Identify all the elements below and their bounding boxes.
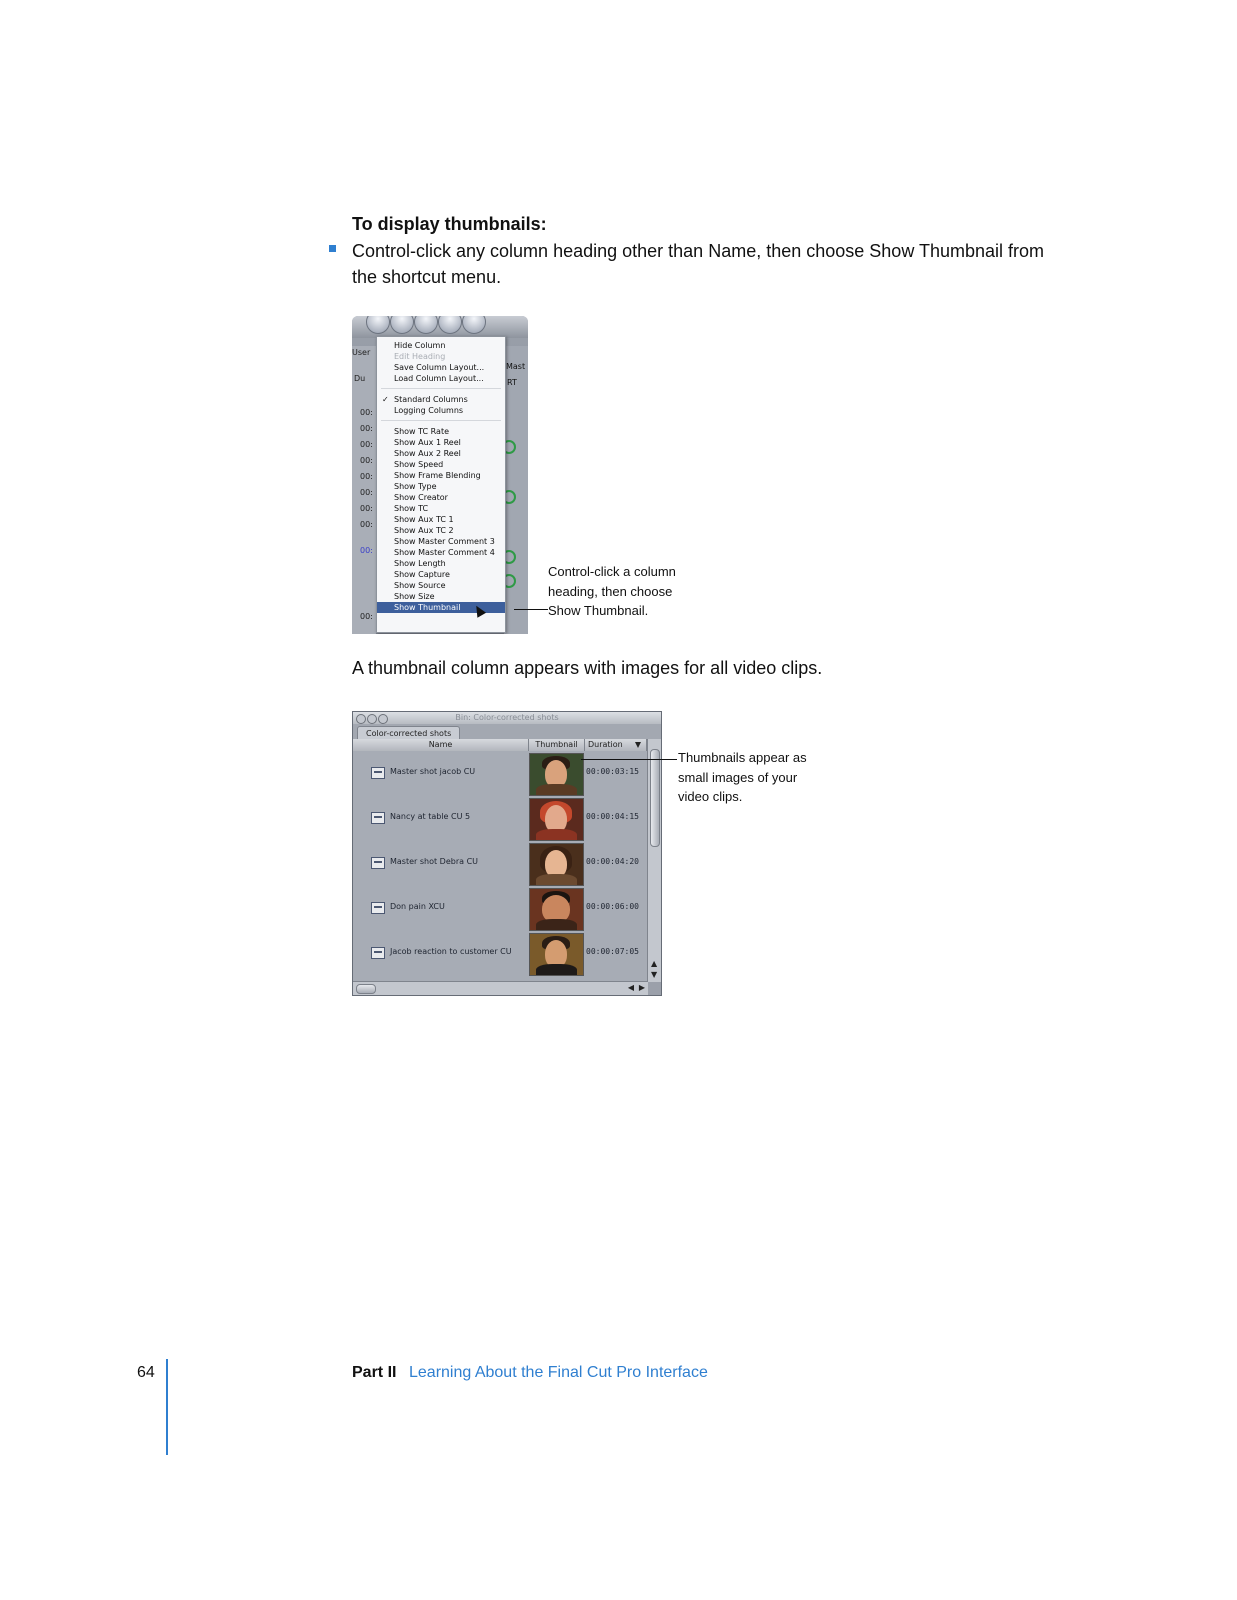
- timecode-fragment: 00:: [360, 408, 373, 417]
- menu-item-hide-column[interactable]: Hide Column: [394, 341, 446, 350]
- timecode-fragment: 00:: [360, 456, 373, 465]
- vertical-scrollbar[interactable]: [647, 739, 661, 982]
- section-heading: To display thumbnails:: [352, 214, 547, 234]
- menu-item[interactable]: Show Aux 2 Reel: [394, 449, 461, 458]
- clip-duration: 00:00:04:15: [586, 812, 639, 821]
- menu-item[interactable]: Show TC Rate: [394, 427, 450, 436]
- table-row[interactable]: [353, 886, 647, 931]
- well-knob-icon: [414, 316, 438, 334]
- thumbnail-image: [529, 933, 584, 976]
- result-paragraph: A thumbnail column appears with images for all video clips.: [352, 658, 823, 678]
- menu-item[interactable]: Show Type: [394, 482, 437, 491]
- clip-icon: [371, 947, 385, 959]
- table-row[interactable]: [353, 841, 647, 886]
- window-title: Bin: Color-corrected shots: [455, 713, 559, 722]
- scroll-down-arrow-icon[interactable]: ▼: [651, 970, 658, 979]
- scroll-right-arrow-icon[interactable]: ▶: [638, 983, 645, 992]
- timecode-fragment: 00:: [360, 612, 373, 621]
- column-label: Mast: [506, 362, 526, 371]
- menu-separator: [381, 388, 501, 389]
- menu-item-edit-heading: Edit Heading: [394, 352, 446, 361]
- menu-item[interactable]: Show Aux TC 2: [394, 526, 454, 535]
- well-knob-icon: [462, 316, 486, 334]
- timecode-fragment: 00:: [360, 546, 373, 555]
- column-shortcut-menu: [376, 336, 506, 633]
- menu-item-show-thumbnail[interactable]: Show Thumbnail: [394, 603, 461, 612]
- clip-icon: [371, 857, 385, 869]
- clip-duration: 00:00:04:20: [586, 857, 639, 866]
- menu-item[interactable]: Show Length: [394, 559, 446, 568]
- horizontal-scrollbar[interactable]: [353, 981, 648, 995]
- clip-duration: 00:00:03:15: [586, 767, 639, 776]
- control-wells: [352, 316, 528, 338]
- clip-name: Don pain XCU: [390, 902, 445, 911]
- thumbnail-image: [529, 843, 584, 886]
- menu-item[interactable]: Show Creator: [394, 493, 448, 502]
- scroll-thumb[interactable]: [356, 984, 376, 994]
- tab-row: [353, 724, 661, 739]
- menu-item[interactable]: Show Source: [394, 581, 446, 590]
- callout-show-thumbnail: [548, 562, 676, 621]
- browser-left-column: [352, 346, 376, 634]
- scroll-up-arrow-icon[interactable]: ▲: [651, 959, 658, 968]
- clip-duration: 00:00:07:05: [586, 947, 639, 956]
- menu-item[interactable]: Show TC: [394, 504, 429, 513]
- menu-item[interactable]: Show Speed: [394, 460, 444, 469]
- menu-item-standard-columns[interactable]: Standard Columns: [394, 395, 468, 404]
- menu-item[interactable]: Show Capture: [394, 570, 450, 579]
- menu-item[interactable]: Show Master Comment 4: [394, 548, 495, 557]
- shortcut-menu-screenshot: [352, 316, 528, 634]
- sort-arrow-icon: [635, 742, 641, 748]
- clip-name: Master shot jacob CU: [390, 767, 476, 776]
- bullet-instruction: Control-click any column heading other than Name, then choose Show Thumbnail from the shortcut menu.: [352, 241, 1045, 287]
- well-knob-icon: [438, 316, 462, 334]
- clip-icon: [371, 767, 385, 779]
- clip-name: Master shot Debra CU: [390, 857, 479, 866]
- column-label: RT: [507, 378, 517, 387]
- clip-name: Nancy at table CU 5: [390, 812, 471, 821]
- scroll-left-arrow-icon[interactable]: ◀: [627, 983, 634, 992]
- callout-line: small images of your: [678, 769, 798, 785]
- check-icon: ✓: [382, 395, 389, 404]
- menu-item-save-column-layout[interactable]: Save Column Layout...: [394, 363, 485, 372]
- timecode-fragment: 00:: [360, 472, 373, 481]
- callout-line: Thumbnails appear as: [678, 750, 807, 765]
- clip-icon: [371, 812, 385, 824]
- clip-duration: 00:00:06:00: [586, 902, 639, 911]
- clip-icon: [371, 902, 385, 914]
- tab-color-corrected-shots[interactable]: Color-corrected shots: [357, 726, 460, 740]
- well-knob-icon: [366, 316, 390, 334]
- callout-line: heading, then choose: [548, 583, 673, 599]
- tab-label: User: [352, 348, 371, 357]
- clip-name: Jacob reaction to customer CU: [390, 947, 512, 956]
- bin-window-screenshot: [352, 711, 662, 996]
- thumbnail-image: [529, 798, 584, 841]
- callout-thumbnails: [678, 748, 807, 807]
- menu-item[interactable]: Show Frame Blending: [394, 471, 481, 480]
- column-label: Du: [354, 374, 366, 383]
- menu-item[interactable]: Show Master Comment 3: [394, 537, 495, 546]
- timecode-fragment: 00:: [360, 504, 373, 513]
- callout-line: Show Thumbnail.: [548, 603, 649, 618]
- table-row[interactable]: [353, 796, 647, 841]
- part-label: Part II: [352, 1364, 397, 1381]
- chapter-title: Learning About the Final Cut Pro Interface: [409, 1364, 708, 1381]
- window-titlebar: [353, 712, 661, 724]
- page-number: 64: [137, 1364, 155, 1381]
- menu-item-logging-columns[interactable]: Logging Columns: [394, 406, 464, 415]
- thumbnail-image: [529, 753, 584, 796]
- menu-item[interactable]: Show Size: [394, 592, 435, 601]
- bullet-square-icon: [329, 245, 336, 252]
- timecode-fragment: 00:: [360, 440, 373, 449]
- column-header-duration[interactable]: [585, 739, 647, 751]
- duration-header-label: Duration: [588, 740, 623, 749]
- clip-list: [353, 751, 647, 983]
- callout-leader-line: [514, 609, 548, 610]
- menu-item[interactable]: Show Aux TC 1: [394, 515, 454, 524]
- timecode-fragment: 00:: [360, 488, 373, 497]
- margin-rule: [166, 1359, 168, 1455]
- timecode-fragment: 00:: [360, 424, 373, 433]
- column-header-name[interactable]: Name: [353, 739, 529, 751]
- table-row[interactable]: [353, 931, 647, 976]
- table-row[interactable]: [353, 751, 647, 796]
- browser-right-column: [504, 346, 528, 634]
- callout-line: Control-click a column: [548, 564, 676, 579]
- menu-separator: [381, 420, 501, 421]
- menu-item-load-column-layout[interactable]: Load Column Layout...: [394, 374, 484, 383]
- timecode-fragment: 00:: [360, 520, 373, 529]
- column-header-thumbnail[interactable]: Thumbnail: [529, 739, 585, 751]
- well-knob-icon: [390, 316, 414, 334]
- thumbnail-image: [529, 888, 584, 931]
- menu-item[interactable]: Show Aux 1 Reel: [394, 438, 461, 447]
- callout-leader-line: [581, 759, 677, 760]
- callout-line: video clips.: [678, 789, 743, 804]
- scroll-thumb[interactable]: [650, 749, 660, 847]
